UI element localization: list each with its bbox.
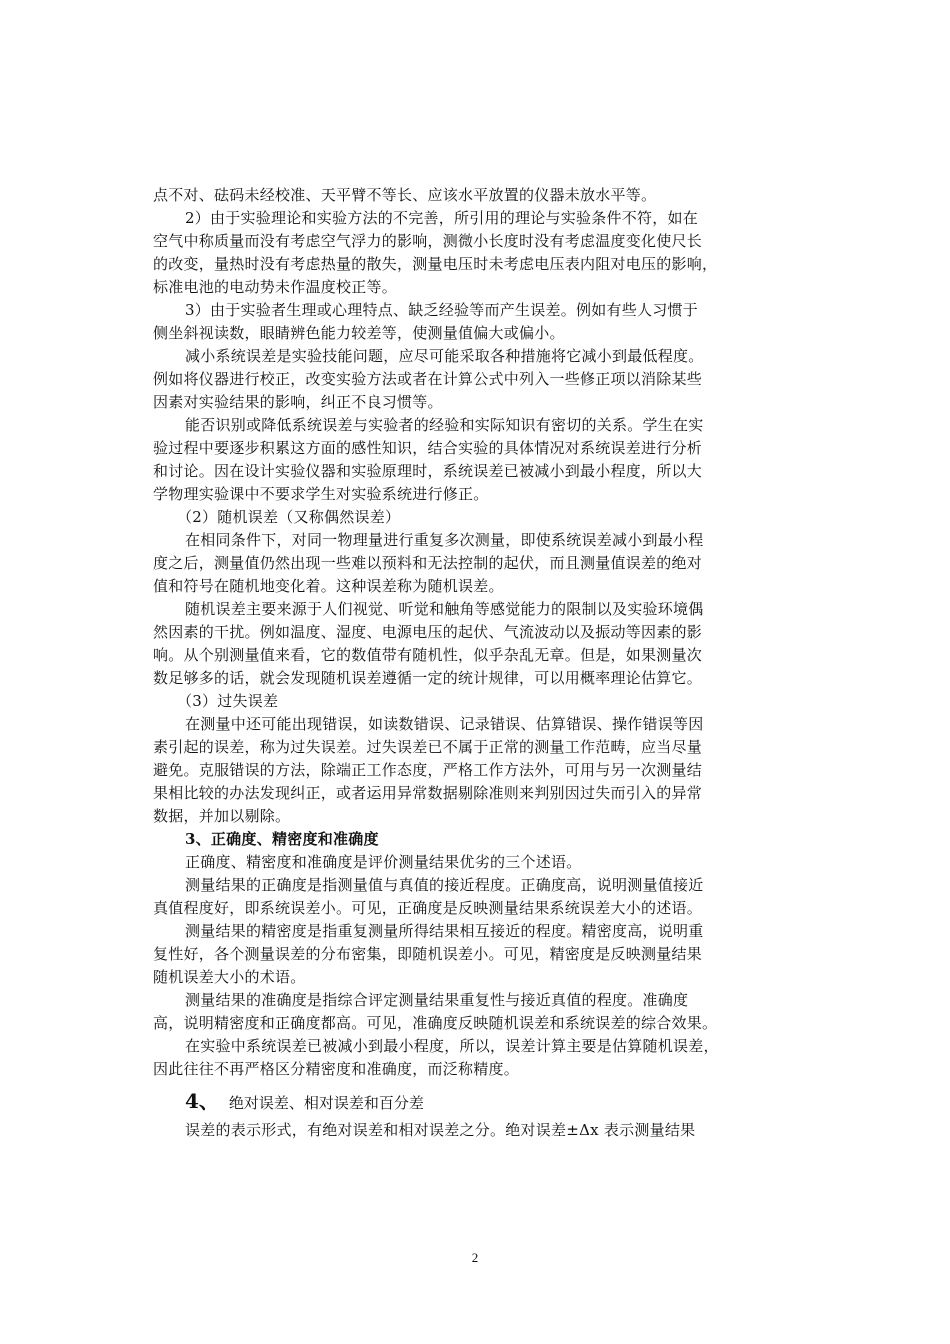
paragraph-line: 高，说明精密度和正确度都高。可见，准确度反映随机误差和系统误差的综合效果。 <box>153 1014 718 1032</box>
paragraph-line: 空气中称质量而没有考虑空气浮力的影响，测微小长度时没有考虑温度变化使尺长 <box>153 232 703 250</box>
paragraph-line: 在测量中还可能出现错误，如读数错误、记录错误、估算错误、操作错误等因 <box>185 715 704 733</box>
paragraph-line: 3、正确度、精密度和准确度 <box>185 830 379 848</box>
paragraph-line: 标准电池的电动势未作温度校正等。 <box>153 278 398 296</box>
paragraph-line: 验过程中要逐步积累这方面的感性知识，结合实验的具体情况对系统误差进行分析 <box>153 439 703 457</box>
section-4-title: 绝对误差、相对误差和百分差 <box>228 1094 424 1112</box>
paragraph-line: 正确度、精密度和准确度是评价测量结果优劣的三个述语。 <box>185 853 582 871</box>
paragraph-line: 误差的表示形式，有绝对误差和相对误差之分。绝对误差±Δx 表示测量结果 <box>185 1121 696 1139</box>
paragraph-line: 数足够多的话，就会发现随机误差遵循一定的统计规律，可以用概率理论估算它。 <box>153 669 703 687</box>
paragraph-line: 的改变，量热时没有考虑热量的散失，测量电压时未考虑电压表内阻对电压的影响， <box>153 255 718 273</box>
paragraph-line: 和讨论。因在设计实验仪器和实验原理时，系统误差已被减小到最小程度，所以大 <box>153 462 703 480</box>
paragraph-line: （3）过失误差 <box>177 692 279 710</box>
paragraph-line: （2）随机误差（又称偶然误差） <box>177 508 401 526</box>
paragraph-line: 在相同条件下，对同一物理量进行重复多次测量，即使系统误差减小到最小程 <box>185 531 704 549</box>
paragraph-line: 在实验中系统误差已被减小到最小程度，所以，误差计算主要是估算随机误差， <box>185 1037 719 1055</box>
paragraph-line: 侧坐斜视读数，眼睛辨色能力较差等，使测量值偏大或偏小。 <box>153 324 565 342</box>
paragraph-line: 因素对实验结果的影响，纠正不良习惯等。 <box>153 393 443 411</box>
paragraph-line: 测量结果的正确度是指测量值与真值的接近程度。正确度高，说明测量值接近 <box>185 876 704 894</box>
paragraph-line: 响。从个别测量值来看，它的数值带有随机性，似乎杂乱无章。但是，如果测量次 <box>153 646 703 664</box>
paragraph-line: 随机误差大小的术语。 <box>153 968 306 986</box>
paragraph-line: 避免。克服错误的方法，除端正工作态度，严格工作方法外，可用与另一次测量结 <box>153 761 703 779</box>
section-4-number: 4、 <box>185 1089 219 1113</box>
paragraph-line: 随机误差主要来源于人们视觉、听觉和触角等感觉能力的限制以及实验环境偶 <box>185 600 704 618</box>
paragraph-line: 然因素的干扰。例如温度、湿度、电源电压的起伏、气流波动以及振动等因素的影 <box>153 623 703 641</box>
section-4-heading <box>153 1085 767 1117</box>
paragraph-line: 因此往往不再严格区分精密度和准确度，而泛称精度。 <box>153 1060 520 1078</box>
paragraph-line: 果相比较的办法发现纠正，或者运用异常数据剔除准则来判别因过失而引入的异常 <box>153 784 703 802</box>
paragraph-line: 值和符号在随机地变化着。这种误差称为随机误差。 <box>153 577 504 595</box>
paragraph-line: 点不对、砝码未经校准、天平臂不等长、应该水平放置的仪器未放水平等。 <box>153 186 657 204</box>
paragraph-line: 测量结果的精密度是指重复测量所得结果相互接近的程度。精密度高，说明重 <box>185 922 704 940</box>
page-number: 2 <box>471 1250 479 1265</box>
body-text <box>153 184 767 1081</box>
paragraph-line: 度之后，测量值仍然出现一些难以预料和无法控制的起伏，而且测量值误差的绝对 <box>153 554 703 572</box>
paragraph-line: 数据，并加以剔除。 <box>153 807 291 825</box>
paragraph-line: 复性好，各个测量误差的分布密集，即随机误差小。可见，精密度是反映测量结果 <box>153 945 703 963</box>
paragraph-line: 减小系统误差是实验技能问题，应尽可能采取各种措施将它减小到最低程度。 <box>185 347 704 365</box>
paragraph-line: 学物理实验课中不要求学生对实验系统进行修正。 <box>153 485 489 503</box>
paragraph-line: 测量结果的准确度是指综合评定测量结果重复性与接近真值的程度。准确度 <box>185 991 689 1009</box>
paragraph-line: 素引起的误差，称为过失误差。过失误差已不属于正常的测量工作范畴，应当尽量 <box>153 738 703 756</box>
page-body <box>153 184 767 1142</box>
paragraph-line: 能否识别或降低系统误差与实验者的经验和实际知识有密切的关系。学生在实 <box>185 416 704 434</box>
paragraph-line: 例如将仪器进行校正，改变实验方法或者在计算公式中列入一些修正项以消除某些 <box>153 370 703 388</box>
paragraph-line: 3）由于实验者生理或心理特点、缺乏经验等而产生误差。例如有些人习惯于 <box>185 301 699 319</box>
paragraph-line: 2）由于实验理论和实验方法的不完善，所引用的理论与实验条件不符，如在 <box>185 209 699 227</box>
paragraph-line: 真值程度好，即系统误差小。可见，正确度是反映测量结果系统误差大小的述语。 <box>153 899 703 917</box>
